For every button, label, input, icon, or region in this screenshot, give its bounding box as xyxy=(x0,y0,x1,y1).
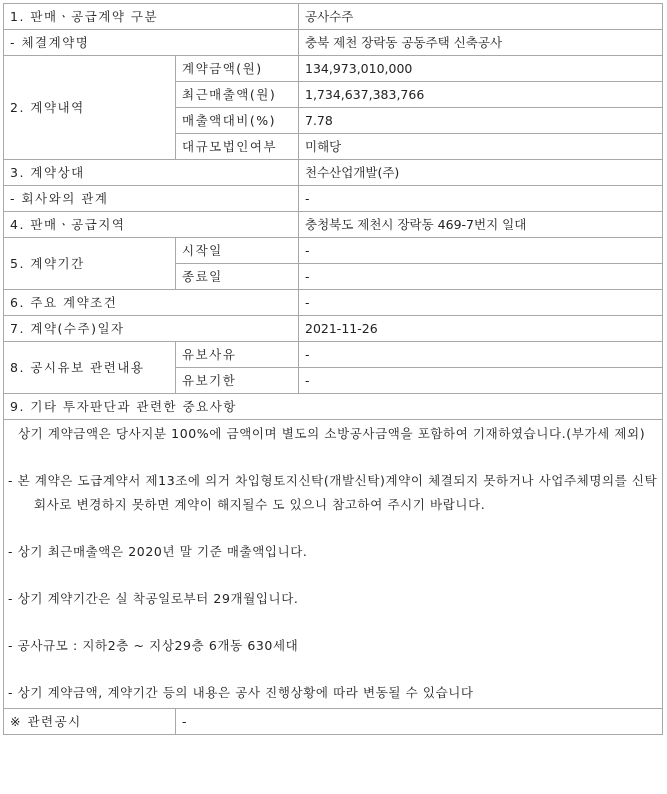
recent-sales-label: 최근매출액(원) xyxy=(176,82,299,108)
contract-name-value: 충북 제천 장락동 공동주택 신축공사 xyxy=(299,30,663,56)
row-main-terms xyxy=(4,290,663,316)
row-period-start xyxy=(4,238,663,264)
deferral-deadline-value: - xyxy=(299,368,663,394)
disclosure-table xyxy=(3,3,663,735)
deferral-deadline-label: 유보기한 xyxy=(176,368,299,394)
period-end-label: 종료일 xyxy=(176,264,299,290)
sales-ratio-label: 매출액대비(%) xyxy=(176,108,299,134)
sales-ratio-value: 7.78 xyxy=(299,108,663,134)
note-paragraph-1: 상기 계약금액은 당사지분 100%에 금액이며 별도의 소방공사금액을 포함하여 기재하였습니다.(부가세 제외) xyxy=(18,426,646,441)
row-related xyxy=(4,709,663,735)
note-paragraph-4: - 상기 계약기간은 실 착공일로부터 29개월입니다. xyxy=(8,590,299,606)
period-start-value: - xyxy=(299,238,663,264)
relation-value: - xyxy=(299,186,663,212)
note-paragraph-3: - 상기 최근매출액은 2020년 말 기준 매출액입니다. xyxy=(8,543,308,559)
contract-details-label: 2. 계약내역 xyxy=(4,56,176,160)
other-heading: 9. 기타 투자판단과 관련한 중요사항 xyxy=(4,394,663,420)
row-relation xyxy=(4,186,663,212)
counterparty-value: 천수산업개발(주) xyxy=(299,160,663,186)
row-contract-date xyxy=(4,316,663,342)
contract-amount-label: 계약금액(원) xyxy=(176,56,299,82)
contract-amount-value: 134,973,010,000 xyxy=(299,56,663,82)
row-other-heading xyxy=(4,394,663,420)
relation-label: - 회사와의 관계 xyxy=(4,186,299,212)
recent-sales-value: 1,734,637,383,766 xyxy=(299,82,663,108)
large-corp-value: 미해당 xyxy=(299,134,663,160)
main-terms-label: 6. 주요 계약조건 xyxy=(4,290,299,316)
row-contract-name xyxy=(4,30,663,56)
period-end-value: - xyxy=(299,264,663,290)
deferral-reason-value: - xyxy=(299,342,663,368)
note-paragraph-5: - 공사규모 : 지하2층 ~ 지상29층 6개동 630세대 xyxy=(8,637,299,653)
region-label: 4. 판매ㆍ공급지역 xyxy=(4,212,299,238)
deferral-label: 8. 공시유보 관련내용 xyxy=(4,342,176,394)
note-paragraph-2: - 본 계약은 도급계약서 제13조에 의거 차입형토지신탁(개발신탁)계약이 체결되지 못하거나 사업주체명의를 신탁회사로 변경하지 못하면 계약이 해지될수 도 있으니 참고하여 주시기 바랍니다. xyxy=(8,473,658,512)
row-deferral-reason xyxy=(4,342,663,368)
large-corp-label: 대규모법인여부 xyxy=(176,134,299,160)
counterparty-label: 3. 계약상대 xyxy=(4,160,299,186)
related-value: - xyxy=(176,709,663,735)
row-region xyxy=(4,212,663,238)
contract-name-label: - 체결계약명 xyxy=(4,30,299,56)
other-notes xyxy=(4,420,663,709)
deferral-reason-label: 유보사유 xyxy=(176,342,299,368)
contract-date-label: 7. 계약(수주)일자 xyxy=(4,316,299,342)
main-terms-value: - xyxy=(299,290,663,316)
row-counterparty xyxy=(4,160,663,186)
row-sale-type xyxy=(4,4,663,30)
row-contract-amount xyxy=(4,56,663,82)
sale-type-label: 1. 판매ㆍ공급계약 구분 xyxy=(4,4,299,30)
related-label: ※ 관련공시 xyxy=(4,709,176,735)
contract-date-value: 2021-11-26 xyxy=(299,316,663,342)
sale-type-value: 공사수주 xyxy=(299,4,663,30)
row-other-notes xyxy=(4,420,663,709)
region-value: 충청북도 제천시 장락동 469-7번지 일대 xyxy=(299,212,663,238)
period-start-label: 시작일 xyxy=(176,238,299,264)
period-label: 5. 계약기간 xyxy=(4,238,176,290)
note-paragraph-6: - 상기 계약금액, 계약기간 등의 내용은 공사 진행상황에 따라 변동될 수 있습니다 xyxy=(8,684,474,700)
